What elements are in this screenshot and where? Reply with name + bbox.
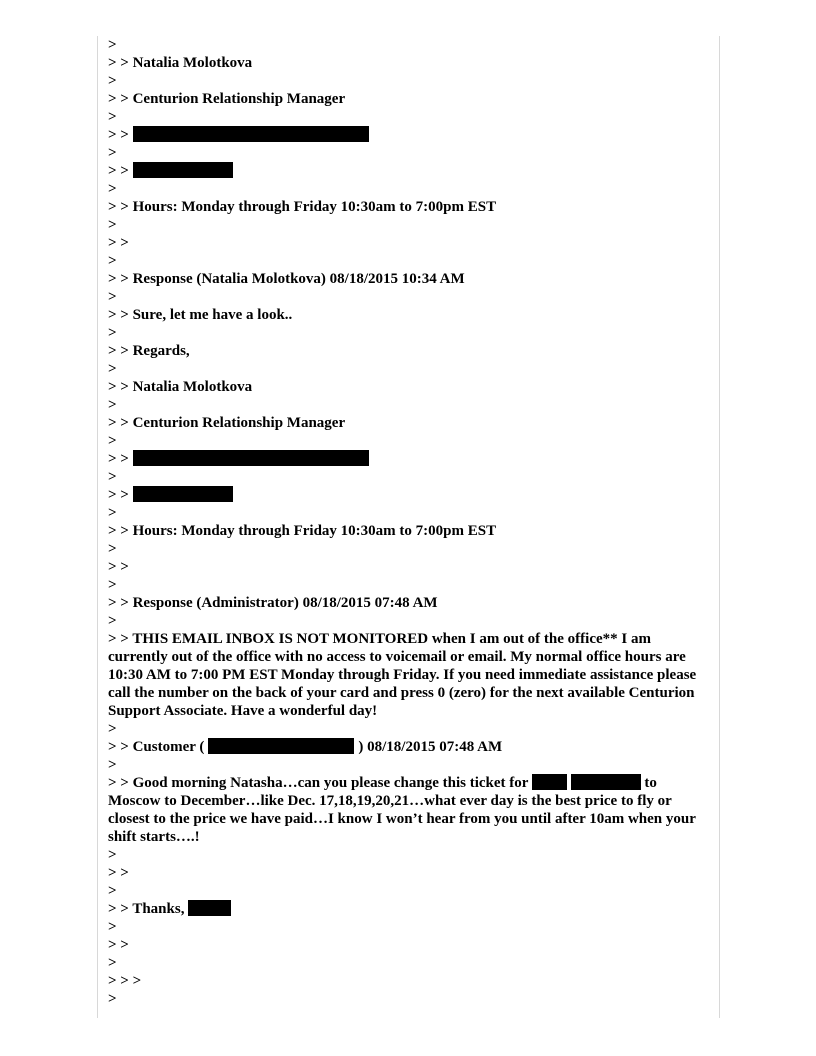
message-line: > > Sure, let me have a look.. bbox=[108, 307, 293, 323]
quote-line: > bbox=[108, 325, 117, 341]
quote-prefix: > > bbox=[108, 127, 129, 143]
redaction-block bbox=[133, 126, 369, 142]
quote-line: > bbox=[108, 883, 117, 899]
page-border-right bbox=[719, 36, 720, 1018]
quote-line: > > bbox=[108, 559, 129, 575]
quote-line: > bbox=[108, 955, 117, 971]
response-header: > > Response (Administrator) 08/18/2015 07:48 AM bbox=[108, 595, 438, 611]
signature-name: > > Natalia Molotkova bbox=[108, 379, 253, 395]
quote-line: > bbox=[108, 757, 117, 773]
quote-line: > bbox=[108, 397, 117, 413]
quote-line: > bbox=[108, 109, 117, 125]
redaction-block bbox=[532, 774, 567, 790]
quote-line: > > bbox=[108, 865, 129, 881]
customer-message bbox=[108, 774, 708, 846]
quote-line: > bbox=[108, 361, 117, 377]
quote-prefix: > > bbox=[108, 487, 129, 503]
hours-line: > > Hours: Monday through Friday 10:30am to 7:00pm EST bbox=[108, 523, 497, 539]
page-border-left bbox=[97, 36, 98, 1018]
auto-reply-message: > > THIS EMAIL INBOX IS NOT MONITORED when I am out of the office** I am currently out of the office with no access to voicemail or email. My normal office hours are 10:30 AM to 7:00 PM EST Monday through Friday. If you need immediate assistance please call the number on the back of your card and press 0 (zero) for the next available Centurion Support Associate. Have a wonderful day! bbox=[108, 631, 697, 719]
signature-title: > > Centurion Relationship Manager bbox=[108, 91, 346, 107]
quote-line: > bbox=[108, 73, 117, 89]
redacted-line bbox=[108, 162, 708, 180]
redacted-line bbox=[108, 900, 708, 918]
redaction-block bbox=[188, 900, 231, 916]
quote-line: > bbox=[108, 613, 117, 629]
redaction-block bbox=[133, 162, 233, 178]
quote-line: > bbox=[108, 181, 117, 197]
redacted-line bbox=[108, 126, 708, 144]
message-line: > > Regards, bbox=[108, 343, 190, 359]
email-thread bbox=[108, 36, 708, 1008]
redaction-block bbox=[133, 450, 369, 466]
quote-line: > bbox=[108, 253, 117, 269]
message-rest: to Moscow to December…like Dec. 17,18,19,20,21…what ever day is the best price to fly or closest to the price we have paid…I know I won’t hear from you until after 10am when your shift starts….! bbox=[108, 775, 696, 845]
quote-line: > bbox=[108, 847, 117, 863]
customer-timestamp: ) 08/18/2015 07:48 AM bbox=[358, 739, 503, 755]
quote-line: > bbox=[108, 721, 117, 737]
redaction-block bbox=[571, 774, 641, 790]
quote-prefix: > > bbox=[108, 163, 129, 179]
hours-line: > > Hours: Monday through Friday 10:30am to 7:00pm EST bbox=[108, 199, 497, 215]
redacted-line bbox=[108, 450, 708, 468]
quote-line: > bbox=[108, 505, 117, 521]
quote-line: > > > bbox=[108, 973, 142, 989]
quote-prefix: > > bbox=[108, 451, 129, 467]
quote-line: > bbox=[108, 145, 117, 161]
quote-line: > bbox=[108, 37, 117, 53]
signature-title: > > Centurion Relationship Manager bbox=[108, 415, 346, 431]
customer-header bbox=[108, 738, 708, 756]
quote-line: > bbox=[108, 541, 117, 557]
quote-line: > bbox=[108, 289, 117, 305]
quote-line: > bbox=[108, 433, 117, 449]
customer-label: > > Customer ( bbox=[108, 739, 205, 755]
redacted-line bbox=[108, 486, 708, 504]
quote-line: > bbox=[108, 991, 117, 1007]
quote-line: > bbox=[108, 469, 117, 485]
redaction-block bbox=[208, 738, 354, 754]
redaction-block bbox=[133, 486, 233, 502]
quote-line: > bbox=[108, 577, 117, 593]
message-start: > > Good morning Natasha…can you please change this ticket for bbox=[108, 775, 529, 791]
quote-line: > > bbox=[108, 937, 129, 953]
quote-line: > bbox=[108, 919, 117, 935]
quote-line: > > bbox=[108, 235, 129, 251]
quote-line: > bbox=[108, 217, 117, 233]
signature-name: > > Natalia Molotkova bbox=[108, 55, 253, 71]
thanks-text: > > Thanks, bbox=[108, 901, 185, 917]
response-header: > > Response (Natalia Molotkova) 08/18/2015 10:34 AM bbox=[108, 271, 465, 287]
